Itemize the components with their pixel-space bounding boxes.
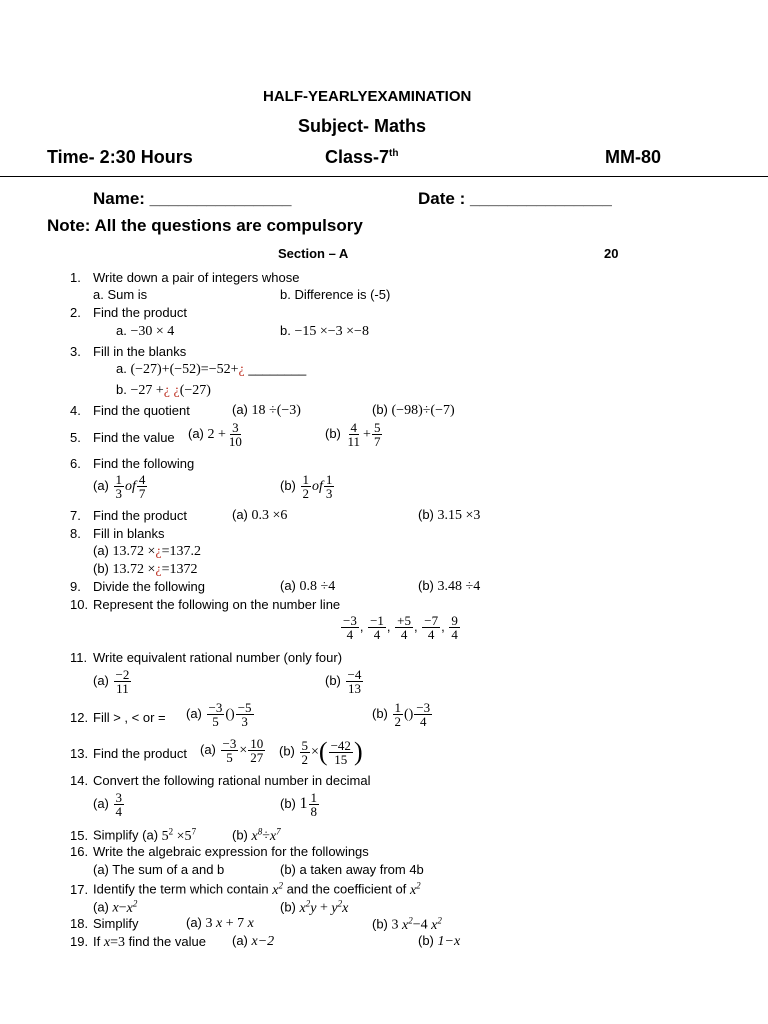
- q10-fractions: $\frac{-3}{4}$ , $\frac{-1}{4}$ , $\frac{+5}{4}$ , $\frac{-7}{4}$ , $\frac{9}{4}$: [343, 613, 458, 642]
- q11-part-b: (b) $\frac{-4}{13}$: [325, 667, 362, 696]
- q6-part-a: (a) $\frac{1}{3}$ of $\frac{4}{7}$: [93, 472, 146, 501]
- q19-part-a: (a) x−2: [232, 933, 275, 949]
- q16-part-b: (b) a taken away from 4b: [280, 862, 424, 877]
- q14-part-a: (a) $\frac{3}{4}$: [93, 790, 123, 819]
- subject-title: Subject- Maths: [298, 116, 427, 136]
- q16-part-a: (a) The sum of a and b: [93, 862, 225, 877]
- q17-part-b: (b) $x^2y + y^2x$: [280, 898, 349, 916]
- q7-part-a: (a) 0.3 ×6: [232, 507, 288, 523]
- question-4: 4. Find the quotient: [70, 403, 190, 418]
- q1-part-a: a. Sum is: [93, 287, 148, 302]
- class-label: Class-7th: [325, 147, 399, 167]
- question-6: 6. Find the following: [70, 456, 195, 471]
- q5-part-a: (a) 2 + $\frac{3}{10}$: [188, 420, 242, 449]
- q14-part-b: (b) 1 $\frac{1}{8}$: [280, 790, 318, 819]
- name-field: Name: _______________: [93, 189, 292, 208]
- q2-part-b: b. −15 ×−3 ×−8: [280, 323, 369, 339]
- question-8: 8. Fill in blanks: [70, 526, 165, 541]
- q3-part-b: b. −27 +¿ ¿(−27): [116, 382, 211, 398]
- q4-part-b: (b) (−98)÷(−7): [372, 402, 455, 418]
- question-16: 16. Write the algebraic expression for the followings: [70, 844, 369, 859]
- q8-part-b: (b) 13.72 ×¿=1372: [93, 561, 198, 577]
- q12-part-a: (a) $\frac{-3}{5}$ () $\frac{-5}{3}$: [186, 700, 252, 729]
- q18-part-b: (b) 3 $x^2-4$ $x^2$: [372, 915, 442, 933]
- question-14: 14. Convert the following rational number in decimal: [70, 773, 371, 788]
- header-rule: [0, 176, 768, 177]
- q17-part-a: (a) $x-x^2$: [93, 898, 138, 916]
- question-17: 17. Identify the term which contain $x^2$ and the coefficient of $x^2$: [70, 880, 421, 898]
- question-15: 15. Simplify (a) $5^2 \times 5^7$: [70, 826, 197, 844]
- q11-part-a: (a) $\frac{-2}{11}$: [93, 667, 130, 696]
- question-10: 10. Represent the following on the number line: [70, 597, 341, 612]
- exam-title: HALF-YEARLYEXAMINATION: [263, 88, 472, 105]
- q3-part-a: a. (−27)+(−52)=−52+¿ ________: [116, 361, 307, 377]
- q5-part-b: (b) $\frac{4}{11}$ + $\frac{5}{7}$: [325, 420, 381, 449]
- question-12: 12. Fill > , < or =: [70, 710, 166, 725]
- q4-part-a: (a) 18 ÷(−3): [232, 402, 301, 418]
- q15-part-b: (b) $x^8\div x^7$: [232, 826, 281, 844]
- q13-part-a: (a) $\frac{-3}{5}$ × $\frac{10}{27}$: [200, 736, 264, 765]
- q6-part-b: (b) $\frac{1}{2}$ of $\frac{1}{3}$: [280, 472, 333, 501]
- question-19: 19. If x=3 find the value: [70, 934, 206, 950]
- q1-part-b: b. Difference is (-5): [280, 287, 391, 302]
- max-marks: MM-80: [605, 147, 662, 167]
- question-5: 5. Find the value: [70, 430, 175, 445]
- question-3: 3. Fill in the blanks: [70, 344, 187, 359]
- q12-part-b: (b) $\frac{1}{2}$ () $\frac{-3}{4}$: [372, 700, 431, 729]
- q2-part-a: a. −30 × 4: [116, 323, 175, 339]
- question-1: 1. Write down a pair of integers whose: [70, 270, 300, 285]
- question-18: 18. Simplify: [70, 916, 139, 931]
- question-13: 13. Find the product: [70, 746, 187, 761]
- instructions-note: Note: All the questions are compulsory: [47, 216, 363, 235]
- question-11: 11. Write equivalent rational number (only four): [70, 650, 343, 665]
- question-2: 2. Find the product: [70, 305, 187, 320]
- question-7: 7. Find the product: [70, 508, 187, 523]
- q9-part-a: (a) 0.8 ÷4: [280, 578, 336, 594]
- time-label: Time- 2:30 Hours: [47, 147, 193, 167]
- q19-part-b: (b) 1−x: [418, 933, 461, 949]
- date-field: Date : _______________: [418, 189, 612, 208]
- section-title: Section – A: [278, 246, 349, 261]
- q9-part-b: (b) 3.48 ÷4: [418, 578, 481, 594]
- q8-part-a: (a) 13.72 ×¿=137.2: [93, 543, 202, 559]
- q7-part-b: (b) 3.15 ×3: [418, 507, 481, 523]
- q18-part-a: (a) 3 x + 7 x: [186, 915, 254, 931]
- section-marks: 20: [604, 246, 619, 261]
- q13-part-b: (b) $\frac{5}{2}$ ×( $\frac{-42}{15}$ ): [279, 737, 363, 767]
- question-9: 9. Divide the following: [70, 579, 206, 594]
